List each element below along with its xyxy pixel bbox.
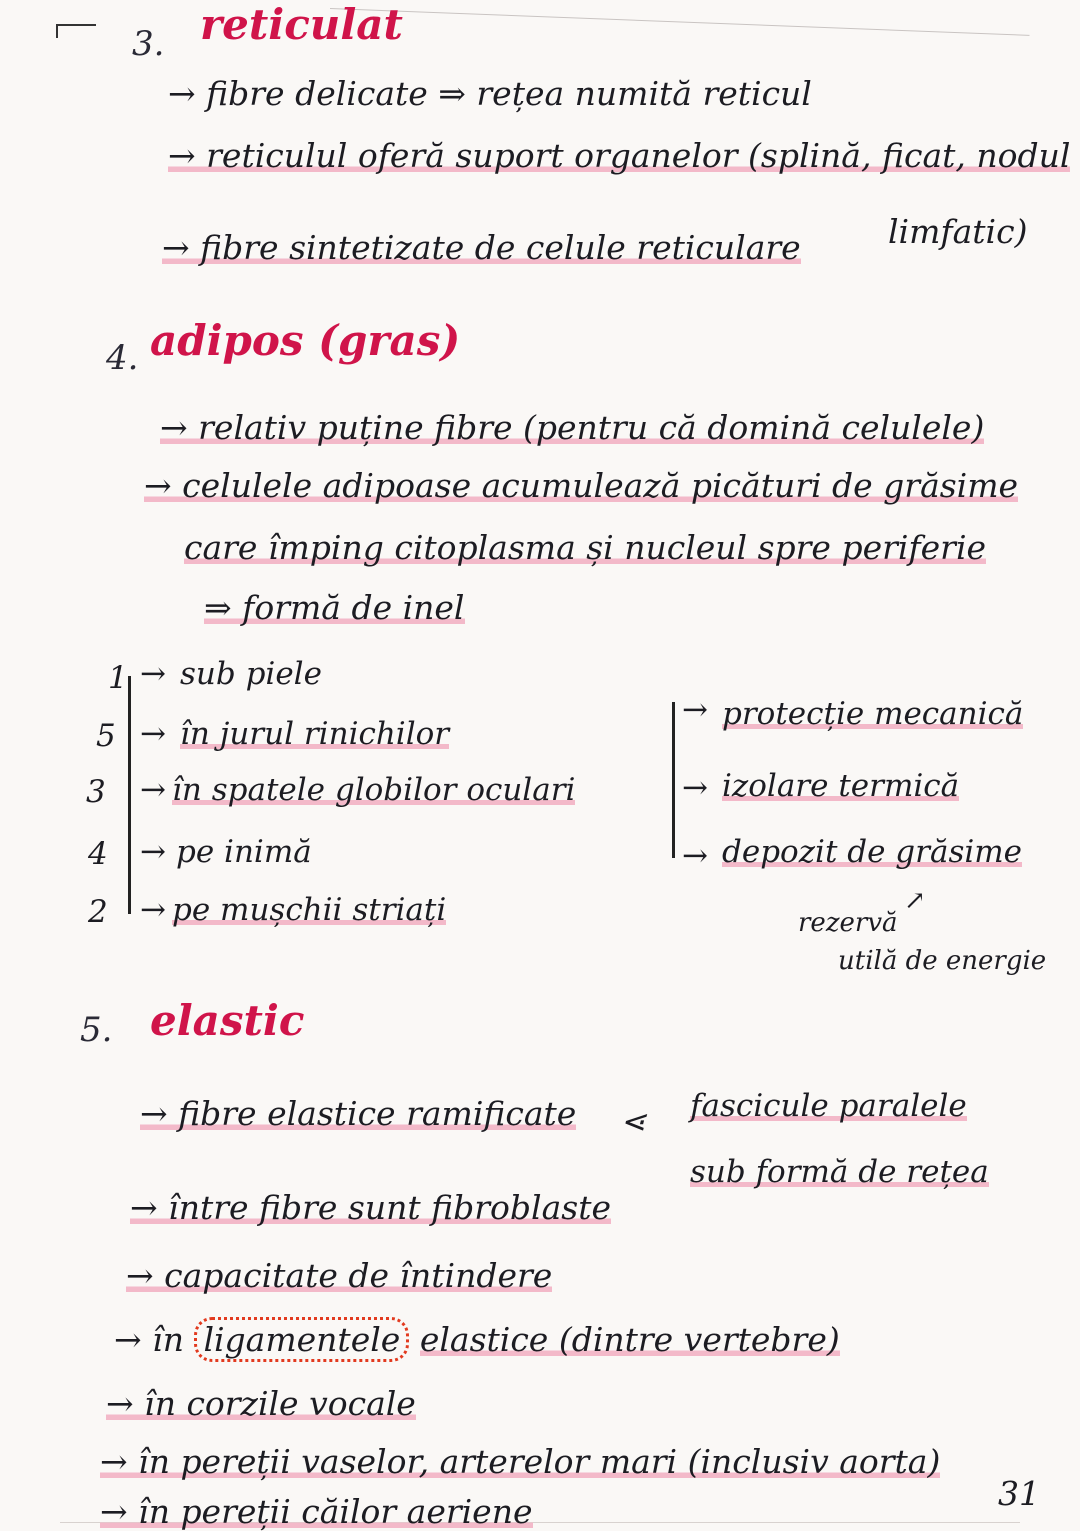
arrow-icon: →	[140, 892, 166, 928]
list-item: în jurul rinichilor	[180, 716, 450, 752]
note-line: → în pereții vaselor, arterelor mari (inclusiv aorta)	[100, 1442, 941, 1481]
note-line: → fibre sintetizate de celule reticulare	[162, 228, 801, 267]
list-item: depozit de grăsime	[722, 834, 1023, 870]
arrow-icon: →	[140, 772, 166, 808]
note-line: → în pereții căilor aeriene	[100, 1492, 533, 1531]
arrow-icon: →	[682, 838, 708, 874]
note-line: → relativ puține fibre (pentru că domină celulele)	[160, 408, 985, 447]
list-item: sub piele	[180, 656, 322, 692]
note-line: → reticulul oferă suport organelor (splină, ficat, nodul	[168, 136, 1071, 175]
section-title: adipos (gras)	[150, 316, 461, 365]
note-line: → între fibre sunt fibroblaste	[130, 1188, 611, 1227]
note-line: → fibre elastice ramificate	[140, 1094, 577, 1133]
note-line: limfatic)	[888, 212, 1028, 251]
circled-term: ligamentele	[194, 1317, 409, 1362]
page-corner-mark	[56, 24, 96, 26]
list-item: izolare termică	[722, 768, 960, 804]
note-line: → în corzile vocale	[106, 1384, 416, 1423]
page-edge	[330, 8, 1030, 36]
section-number: 4.	[106, 338, 139, 378]
arrow-icon: →	[682, 770, 708, 806]
arrow-icon: →	[140, 834, 166, 870]
order-number: 3	[86, 774, 106, 810]
side-note: utilă de energie	[838, 946, 1047, 976]
arrow-icon: →	[140, 716, 166, 752]
note-line: care împing citoplasma și nucleul spre periferie	[184, 528, 987, 567]
note-line: ⇒ formă de inel	[204, 588, 465, 627]
section-title: elastic	[150, 996, 305, 1045]
list-item: sub formă de rețea	[690, 1154, 989, 1190]
section-number: 3.	[132, 24, 165, 64]
arrow-icon: →	[140, 656, 166, 692]
note-line	[114, 1320, 840, 1359]
section-number: 5.	[80, 1010, 113, 1050]
page-number: 31	[998, 1474, 1040, 1513]
page-corner-mark	[56, 24, 58, 38]
note-line: → celulele adipoase acumulează picături de grăsime	[144, 466, 1019, 505]
list-item: pe inimă	[176, 834, 312, 870]
list-item: fascicule paralele	[690, 1088, 967, 1124]
side-note: rezervă	[798, 908, 898, 938]
order-number: 2	[88, 894, 108, 930]
note-line: → capacitate de întindere	[126, 1256, 553, 1295]
list-item: pe mușchii striați	[172, 892, 447, 928]
arrow-icon: →	[682, 692, 708, 728]
list-item: în spatele globilor oculari	[172, 772, 576, 808]
note-line: → fibre delicate ⇒ rețea numită reticul	[168, 74, 812, 113]
branch-arrow-icon: ⋖	[620, 1104, 646, 1140]
order-number: 5	[96, 718, 116, 754]
note-text: → în	[114, 1320, 184, 1359]
curved-arrow-icon: ↗	[904, 886, 926, 916]
order-number: 4	[88, 836, 108, 872]
note-text: elastice (dintre vertebre)	[419, 1320, 840, 1359]
section-title: reticulat	[200, 0, 403, 49]
order-number: 1	[108, 660, 128, 696]
list-bracket	[128, 676, 139, 914]
list-item: protecție mecanică	[722, 696, 1024, 732]
